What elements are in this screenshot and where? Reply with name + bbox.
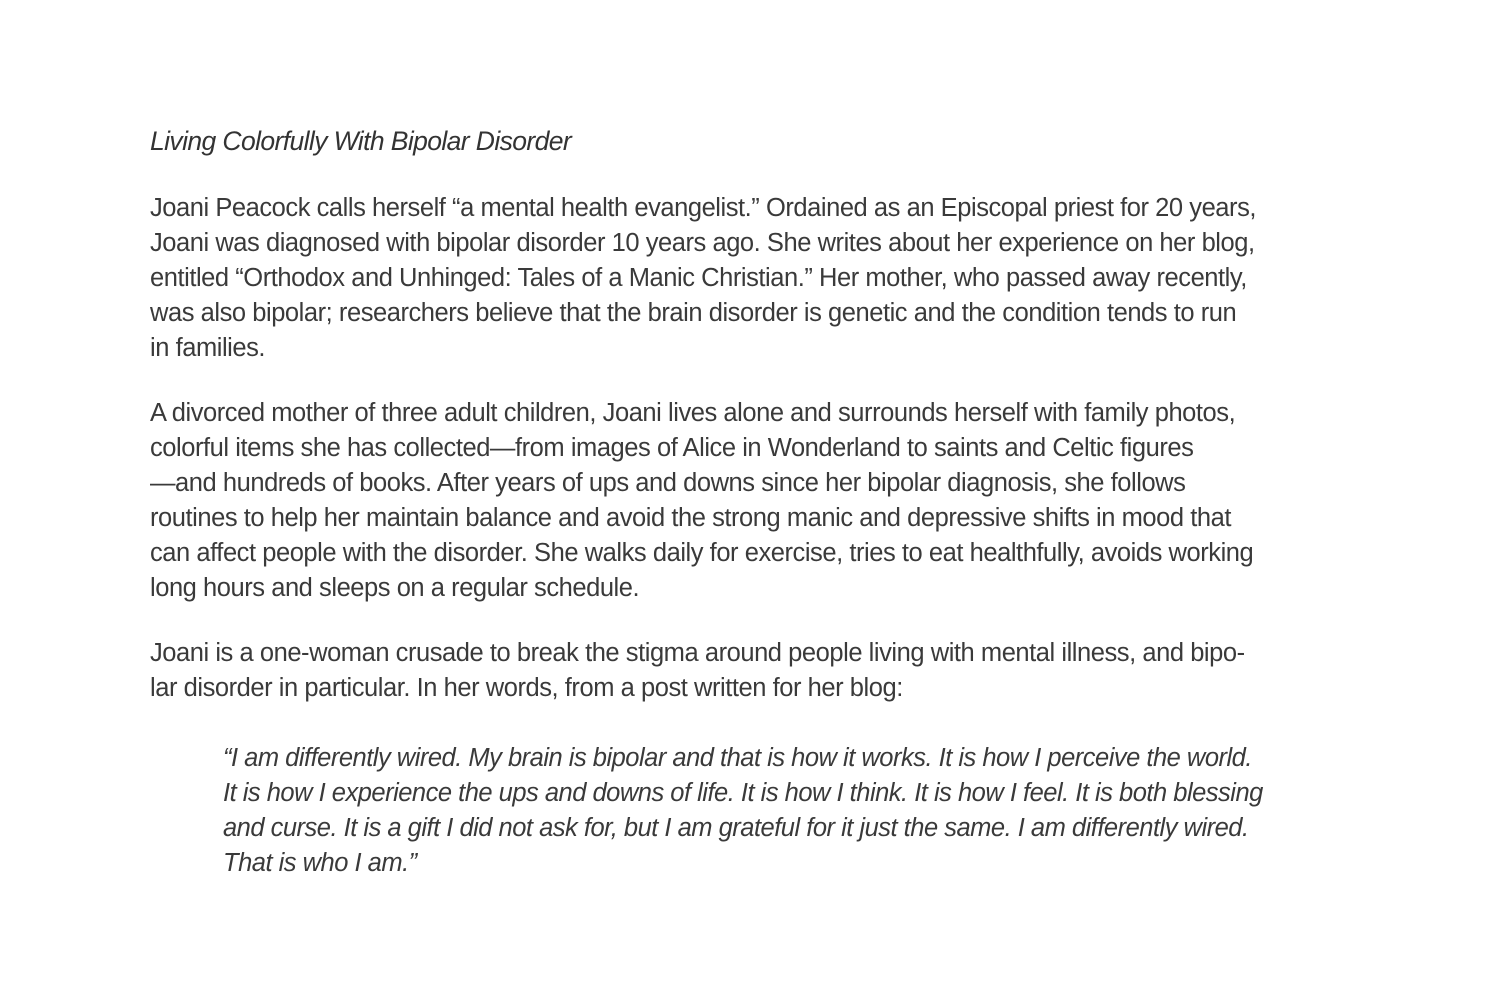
article-title: Living Colorfully With Bipolar Disorder	[150, 126, 572, 156]
paragraph-routine: A divorced mother of three adult children, Joani lives alone and surrounds herself with family photos, colorful items she has collected—from images of Alice in Wonderland to saints and Celtic figures —and hundreds of books. After years of ups and downs since her bipolar diagnosis, she follows routines to help her maintain balance and avoid the strong manic and depressive shifts in mood that can affect people with the disorder. She walks daily for exercise, tries to eat healthfully, avoids working long hours and sleeps on a regular schedule.	[150, 399, 1254, 602]
blog-quote: “I am differently wired. My brain is bipolar and that is how it works. It is how I perceive the world. It is how I experience the ups and downs of life. It is how I think. It is how I feel. It is both blessing and curse. It is a gift I did not ask for, but I am grateful for it just the same. I am differently wired. That is who I am.”	[223, 744, 1263, 877]
paragraph-crusade: Joani is a one-woman crusade to break the stigma around people living with mental illness, and bipo- lar disorder in particular. In her words, from a post written for her blog:	[150, 639, 1245, 702]
paragraph-intro: Joani Peacock calls herself “a mental health evangelist.” Ordained as an Episcopal priest for 20 years, Joani was diagnosed with bipolar disorder 10 years ago. She writes about her experience on her blog, entitled “Orthodox and Unhinged: Tales of a Manic Christian.” Her mother, who passed away recently, was also bipolar; researchers believe that the brain disorder is genetic and the condition tends to run in families.	[150, 194, 1257, 362]
article	[150, 121, 1360, 881]
